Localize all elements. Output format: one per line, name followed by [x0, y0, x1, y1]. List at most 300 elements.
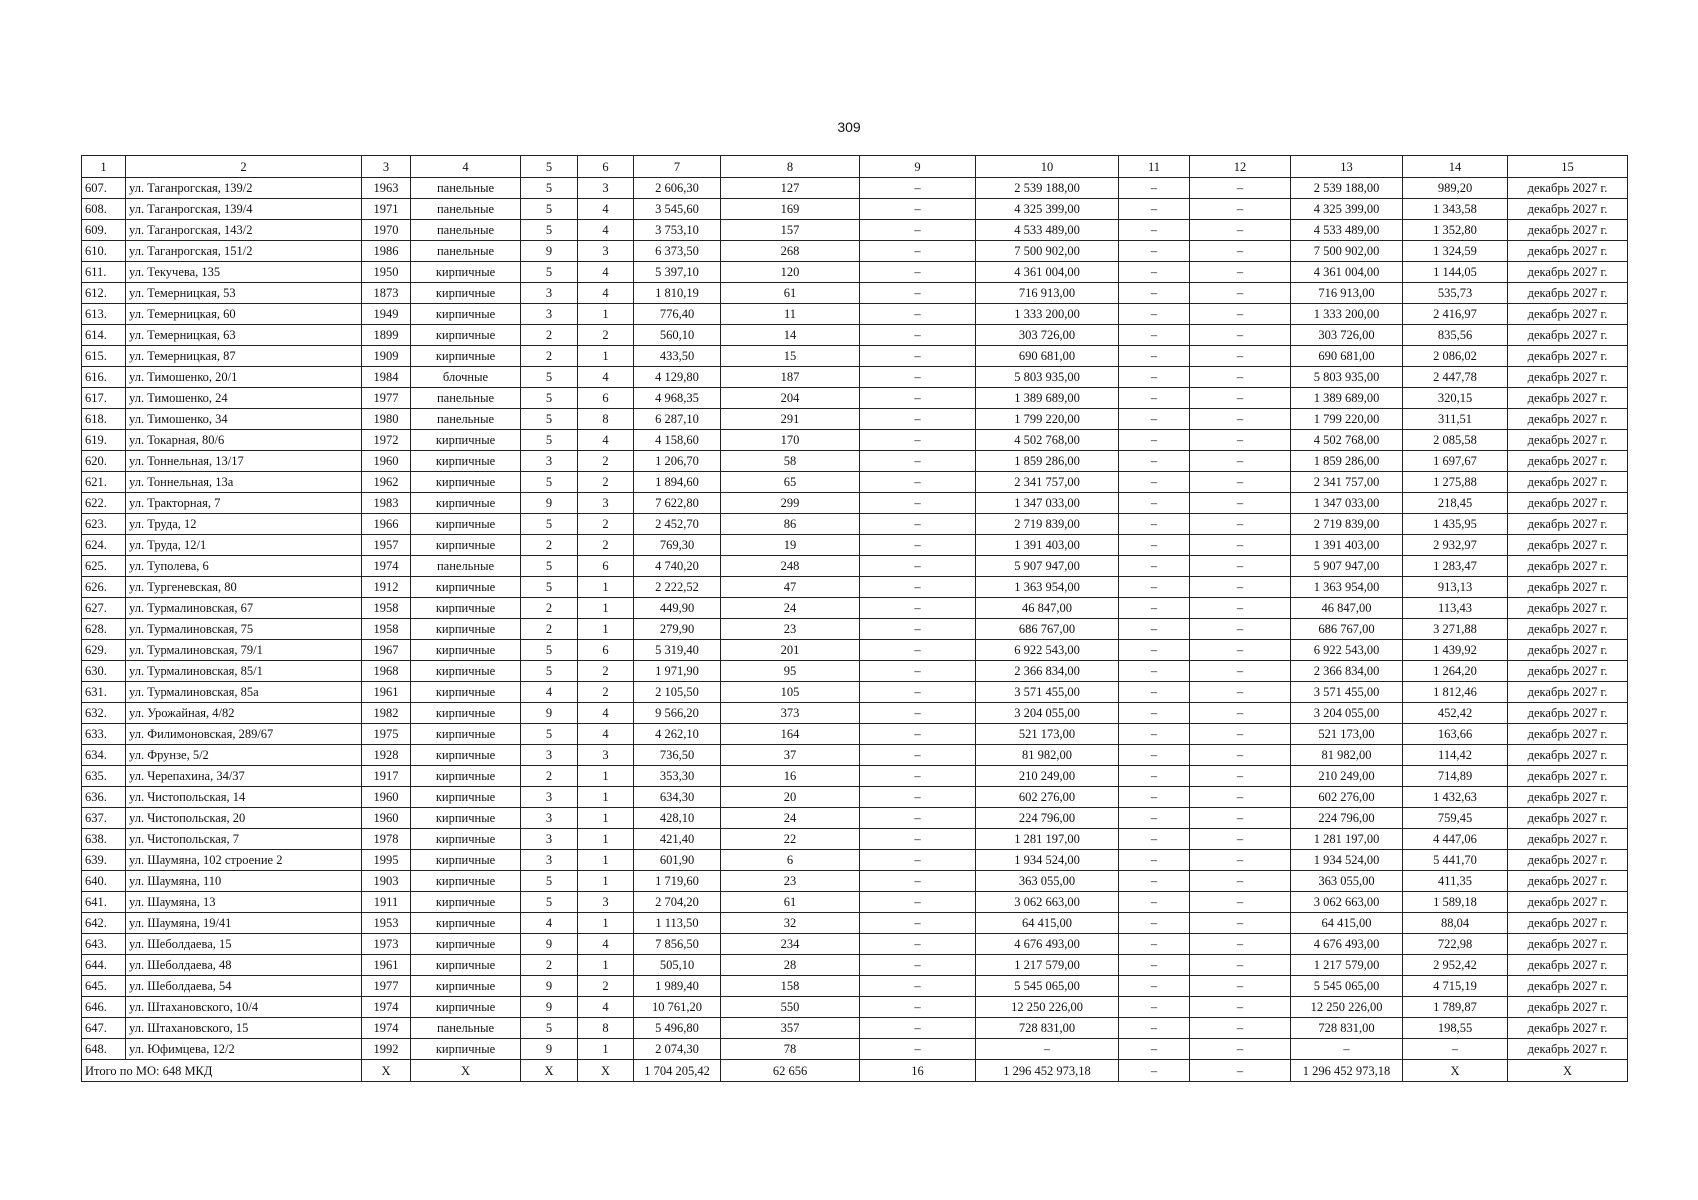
cell-col-10: 3 062 663,00 — [976, 892, 1119, 913]
cell-col-8: 15 — [721, 346, 860, 367]
cell-col-6: 1 — [578, 787, 634, 808]
cell-col-12: – — [1190, 283, 1291, 304]
cell-col-2: ул. Таганрогская, 151/2 — [126, 241, 362, 262]
cell-col-2: ул. Фрунзе, 5/2 — [126, 745, 362, 766]
cell-col-15: декабрь 2027 г. — [1508, 913, 1628, 934]
table-row — [82, 1039, 1628, 1060]
total-cell-col-13: 1 296 452 973,18 — [1291, 1060, 1403, 1082]
cell-col-4: кирпичные — [411, 262, 521, 283]
cell-col-8: 20 — [721, 787, 860, 808]
cell-col-12: – — [1190, 262, 1291, 283]
cell-col-2: ул. Темерницкая, 63 — [126, 325, 362, 346]
cell-col-14: 1 275,88 — [1403, 472, 1508, 493]
table-row — [82, 955, 1628, 976]
cell-col-7: 769,30 — [634, 535, 721, 556]
cell-col-11: – — [1119, 283, 1190, 304]
cell-col-2: ул. Шаумяна, 19/41 — [126, 913, 362, 934]
cell-col-6: 6 — [578, 640, 634, 661]
cell-col-14: 311,51 — [1403, 409, 1508, 430]
table-row — [82, 766, 1628, 787]
cell-col-5: 5 — [521, 661, 578, 682]
table-row — [82, 682, 1628, 703]
cell-col-10: 210 249,00 — [976, 766, 1119, 787]
cell-col-3: 1974 — [362, 556, 411, 577]
cell-col-11: – — [1119, 199, 1190, 220]
table-row — [82, 934, 1628, 955]
cell-col-14: 320,15 — [1403, 388, 1508, 409]
cell-col-9: – — [860, 598, 976, 619]
cell-col-14: 1 144,05 — [1403, 262, 1508, 283]
cell-col-3: 1974 — [362, 997, 411, 1018]
cell-col-2: ул. Тракторная, 7 — [126, 493, 362, 514]
cell-col-2: ул. Шаумяна, 13 — [126, 892, 362, 913]
cell-col-3: 1949 — [362, 304, 411, 325]
column-header-7: 7 — [634, 156, 721, 178]
cell-col-6: 3 — [578, 892, 634, 913]
cell-col-7: 505,10 — [634, 955, 721, 976]
cell-col-7: 1 206,70 — [634, 451, 721, 472]
column-header-6: 6 — [578, 156, 634, 178]
cell-col-13: 64 415,00 — [1291, 913, 1403, 934]
cell-col-5: 5 — [521, 892, 578, 913]
cell-col-4: кирпичные — [411, 325, 521, 346]
cell-col-13: 6 922 543,00 — [1291, 640, 1403, 661]
cell-col-5: 4 — [521, 913, 578, 934]
cell-col-14: 113,43 — [1403, 598, 1508, 619]
cell-col-13: 1 363 954,00 — [1291, 577, 1403, 598]
cell-col-15: декабрь 2027 г. — [1508, 409, 1628, 430]
cell-col-7: 353,30 — [634, 766, 721, 787]
cell-col-9: – — [860, 556, 976, 577]
cell-col-13: 7 500 902,00 — [1291, 241, 1403, 262]
cell-col-12: – — [1190, 304, 1291, 325]
cell-col-15: декабрь 2027 г. — [1508, 955, 1628, 976]
cell-col-3: 1980 — [362, 409, 411, 430]
cell-col-10: 303 726,00 — [976, 325, 1119, 346]
cell-col-3: 1917 — [362, 766, 411, 787]
cell-col-9: – — [860, 766, 976, 787]
cell-col-7: 2 074,30 — [634, 1039, 721, 1060]
cell-col-10: 4 676 493,00 — [976, 934, 1119, 955]
cell-col-5: 5 — [521, 199, 578, 220]
cell-col-4: кирпичные — [411, 514, 521, 535]
table-row — [82, 871, 1628, 892]
cell-col-10: 6 922 543,00 — [976, 640, 1119, 661]
cell-col-8: 23 — [721, 871, 860, 892]
cell-col-12: – — [1190, 514, 1291, 535]
cell-col-5: 2 — [521, 325, 578, 346]
cell-col-2: ул. Черепахина, 34/37 — [126, 766, 362, 787]
cell-col-15: декабрь 2027 г. — [1508, 724, 1628, 745]
cell-col-2: ул. Чистопольская, 7 — [126, 829, 362, 850]
cell-col-15: декабрь 2027 г. — [1508, 178, 1628, 199]
cell-col-13: 1 389 689,00 — [1291, 388, 1403, 409]
table-row — [82, 367, 1628, 388]
cell-col-3: 1903 — [362, 871, 411, 892]
cell-col-9: – — [860, 346, 976, 367]
cell-col-15: декабрь 2027 г. — [1508, 493, 1628, 514]
cell-col-4: панельные — [411, 199, 521, 220]
cell-col-12: – — [1190, 1018, 1291, 1039]
total-row — [82, 1060, 1628, 1082]
cell-col-3: 1967 — [362, 640, 411, 661]
cell-col-6: 2 — [578, 325, 634, 346]
cell-col-6: 3 — [578, 178, 634, 199]
cell-col-3: 1912 — [362, 577, 411, 598]
cell-col-13: 1 217 579,00 — [1291, 955, 1403, 976]
cell-col-2: ул. Тоннельная, 13а — [126, 472, 362, 493]
cell-col-1: 616. — [82, 367, 126, 388]
cell-col-3: 1928 — [362, 745, 411, 766]
cell-col-1: 632. — [82, 703, 126, 724]
cell-col-5: 3 — [521, 787, 578, 808]
cell-col-14: – — [1403, 1039, 1508, 1060]
cell-col-1: 609. — [82, 220, 126, 241]
cell-col-5: 9 — [521, 1039, 578, 1060]
cell-col-1: 638. — [82, 829, 126, 850]
cell-col-12: – — [1190, 556, 1291, 577]
cell-col-8: 32 — [721, 913, 860, 934]
cell-col-1: 623. — [82, 514, 126, 535]
cell-col-5: 5 — [521, 367, 578, 388]
cell-col-11: – — [1119, 451, 1190, 472]
table-row — [82, 388, 1628, 409]
cell-col-15: декабрь 2027 г. — [1508, 283, 1628, 304]
cell-col-7: 5 397,10 — [634, 262, 721, 283]
column-header-8: 8 — [721, 156, 860, 178]
table-row — [82, 598, 1628, 619]
table-row — [82, 997, 1628, 1018]
cell-col-3: 1958 — [362, 619, 411, 640]
cell-col-9: – — [860, 808, 976, 829]
cell-col-1: 631. — [82, 682, 126, 703]
cell-col-7: 10 761,20 — [634, 997, 721, 1018]
cell-col-13: 1 333 200,00 — [1291, 304, 1403, 325]
table-row — [82, 745, 1628, 766]
cell-col-4: кирпичные — [411, 493, 521, 514]
cell-col-12: – — [1190, 577, 1291, 598]
cell-col-1: 629. — [82, 640, 126, 661]
cell-col-5: 3 — [521, 850, 578, 871]
total-cell-col-14: X — [1403, 1060, 1508, 1082]
column-header-15: 15 — [1508, 156, 1628, 178]
total-cell-col-7: 1 704 205,42 — [634, 1060, 721, 1082]
cell-col-14: 2 085,58 — [1403, 430, 1508, 451]
cell-col-1: 620. — [82, 451, 126, 472]
cell-col-6: 4 — [578, 724, 634, 745]
cell-col-15: декабрь 2027 г. — [1508, 199, 1628, 220]
cell-col-14: 2 952,42 — [1403, 955, 1508, 976]
cell-col-15: декабрь 2027 г. — [1508, 703, 1628, 724]
cell-col-12: – — [1190, 745, 1291, 766]
cell-col-12: – — [1190, 472, 1291, 493]
total-cell-col-9: 16 — [860, 1060, 976, 1082]
table-row — [82, 178, 1628, 199]
cell-col-2: ул. Труда, 12/1 — [126, 535, 362, 556]
cell-col-6: 1 — [578, 808, 634, 829]
cell-col-11: – — [1119, 262, 1190, 283]
cell-col-12: – — [1190, 325, 1291, 346]
cell-col-9: – — [860, 493, 976, 514]
cell-col-12: – — [1190, 892, 1291, 913]
cell-col-10: 81 982,00 — [976, 745, 1119, 766]
cell-col-5: 9 — [521, 976, 578, 997]
cell-col-13: 5 803 935,00 — [1291, 367, 1403, 388]
cell-col-7: 2 222,52 — [634, 577, 721, 598]
cell-col-2: ул. Штахановского, 15 — [126, 1018, 362, 1039]
column-header-2: 2 — [126, 156, 362, 178]
cell-col-3: 1953 — [362, 913, 411, 934]
cell-col-14: 1 439,92 — [1403, 640, 1508, 661]
cell-col-7: 3 753,10 — [634, 220, 721, 241]
cell-col-7: 4 158,60 — [634, 430, 721, 451]
cell-col-9: – — [860, 262, 976, 283]
cell-col-11: – — [1119, 745, 1190, 766]
cell-col-3: 1968 — [362, 661, 411, 682]
cell-col-6: 8 — [578, 409, 634, 430]
cell-col-7: 3 545,60 — [634, 199, 721, 220]
cell-col-15: декабрь 2027 г. — [1508, 346, 1628, 367]
cell-col-15: декабрь 2027 г. — [1508, 892, 1628, 913]
cell-col-15: декабрь 2027 г. — [1508, 661, 1628, 682]
cell-col-13: 2 719 839,00 — [1291, 514, 1403, 535]
cell-col-13: 2 341 757,00 — [1291, 472, 1403, 493]
cell-col-12: – — [1190, 808, 1291, 829]
cell-col-4: панельные — [411, 1018, 521, 1039]
cell-col-8: 78 — [721, 1039, 860, 1060]
total-cell-col-8: 62 656 — [721, 1060, 860, 1082]
cell-col-15: декабрь 2027 г. — [1508, 451, 1628, 472]
cell-col-2: ул. Турмалиновская, 85/1 — [126, 661, 362, 682]
cell-col-11: – — [1119, 871, 1190, 892]
cell-col-10: 224 796,00 — [976, 808, 1119, 829]
cell-col-14: 1 343,58 — [1403, 199, 1508, 220]
cell-col-4: панельные — [411, 556, 521, 577]
cell-col-9: – — [860, 913, 976, 934]
table-row — [82, 577, 1628, 598]
cell-col-15: декабрь 2027 г. — [1508, 1018, 1628, 1039]
cell-col-11: – — [1119, 1018, 1190, 1039]
cell-col-9: – — [860, 871, 976, 892]
cell-col-6: 4 — [578, 703, 634, 724]
table-row — [82, 199, 1628, 220]
cell-col-4: кирпичные — [411, 1039, 521, 1060]
cell-col-5: 5 — [521, 577, 578, 598]
cell-col-3: 1899 — [362, 325, 411, 346]
cell-col-5: 5 — [521, 556, 578, 577]
cell-col-2: ул. Темерницкая, 60 — [126, 304, 362, 325]
cell-col-13: 4 502 768,00 — [1291, 430, 1403, 451]
cell-col-11: – — [1119, 325, 1190, 346]
cell-col-8: 127 — [721, 178, 860, 199]
cell-col-7: 421,40 — [634, 829, 721, 850]
cell-col-3: 1983 — [362, 493, 411, 514]
cell-col-5: 2 — [521, 955, 578, 976]
cell-col-14: 198,55 — [1403, 1018, 1508, 1039]
cell-col-10: 1 934 524,00 — [976, 850, 1119, 871]
table-row — [82, 283, 1628, 304]
cell-col-11: – — [1119, 850, 1190, 871]
cell-col-13: 5 907 947,00 — [1291, 556, 1403, 577]
cell-col-11: – — [1119, 913, 1190, 934]
cell-col-11: – — [1119, 1039, 1190, 1060]
cell-col-8: 61 — [721, 283, 860, 304]
cell-col-15: декабрь 2027 г. — [1508, 850, 1628, 871]
cell-col-13: 4 361 004,00 — [1291, 262, 1403, 283]
cell-col-15: декабрь 2027 г. — [1508, 325, 1628, 346]
cell-col-4: панельные — [411, 241, 521, 262]
cell-col-1: 645. — [82, 976, 126, 997]
cell-col-15: декабрь 2027 г. — [1508, 262, 1628, 283]
cell-col-15: декабрь 2027 г. — [1508, 871, 1628, 892]
cell-col-2: ул. Турмалиновская, 79/1 — [126, 640, 362, 661]
cell-col-1: 612. — [82, 283, 126, 304]
table-row — [82, 325, 1628, 346]
cell-col-5: 5 — [521, 178, 578, 199]
cell-col-8: 105 — [721, 682, 860, 703]
cell-col-7: 4 968,35 — [634, 388, 721, 409]
cell-col-8: 550 — [721, 997, 860, 1018]
cell-col-7: 4 129,80 — [634, 367, 721, 388]
cell-col-5: 9 — [521, 241, 578, 262]
cell-col-2: ул. Труда, 12 — [126, 514, 362, 535]
cell-col-2: ул. Тимошенко, 34 — [126, 409, 362, 430]
cell-col-8: 158 — [721, 976, 860, 997]
cell-col-11: – — [1119, 241, 1190, 262]
cell-col-6: 4 — [578, 367, 634, 388]
cell-col-9: – — [860, 577, 976, 598]
cell-col-12: – — [1190, 409, 1291, 430]
cell-col-4: кирпичные — [411, 808, 521, 829]
cell-col-4: панельные — [411, 409, 521, 430]
cell-col-11: – — [1119, 787, 1190, 808]
cell-col-6: 3 — [578, 493, 634, 514]
cell-col-3: 1973 — [362, 934, 411, 955]
cell-col-6: 1 — [578, 619, 634, 640]
total-cell-col-12: – — [1190, 1060, 1291, 1082]
cell-col-14: 1 789,87 — [1403, 997, 1508, 1018]
table-row — [82, 619, 1628, 640]
housing-table — [81, 155, 1628, 1082]
cell-col-6: 4 — [578, 997, 634, 1018]
cell-col-4: кирпичные — [411, 913, 521, 934]
cell-col-7: 776,40 — [634, 304, 721, 325]
cell-col-14: 411,35 — [1403, 871, 1508, 892]
cell-col-10: 2 719 839,00 — [976, 514, 1119, 535]
cell-col-13: 716 913,00 — [1291, 283, 1403, 304]
cell-col-4: кирпичные — [411, 955, 521, 976]
cell-col-1: 615. — [82, 346, 126, 367]
cell-col-13: 303 726,00 — [1291, 325, 1403, 346]
cell-col-9: – — [860, 661, 976, 682]
cell-col-3: 1992 — [362, 1039, 411, 1060]
cell-col-3: 1984 — [362, 367, 411, 388]
cell-col-1: 627. — [82, 598, 126, 619]
cell-col-8: 164 — [721, 724, 860, 745]
cell-col-11: – — [1119, 955, 1190, 976]
cell-col-1: 607. — [82, 178, 126, 199]
total-cell-col-11: – — [1119, 1060, 1190, 1082]
cell-col-13: 46 847,00 — [1291, 598, 1403, 619]
cell-col-8: 357 — [721, 1018, 860, 1039]
cell-col-12: – — [1190, 220, 1291, 241]
cell-col-6: 1 — [578, 829, 634, 850]
cell-col-14: 535,73 — [1403, 283, 1508, 304]
table-row — [82, 661, 1628, 682]
cell-col-1: 613. — [82, 304, 126, 325]
cell-col-15: декабрь 2027 г. — [1508, 367, 1628, 388]
total-cell-col-5: X — [521, 1060, 578, 1082]
cell-col-6: 1 — [578, 871, 634, 892]
cell-col-2: ул. Тургеневская, 80 — [126, 577, 362, 598]
cell-col-6: 1 — [578, 850, 634, 871]
cell-col-7: 1 719,60 — [634, 871, 721, 892]
cell-col-7: 2 606,30 — [634, 178, 721, 199]
cell-col-9: – — [860, 724, 976, 745]
cell-col-12: – — [1190, 850, 1291, 871]
cell-col-13: 1 859 286,00 — [1291, 451, 1403, 472]
cell-col-1: 611. — [82, 262, 126, 283]
cell-col-13: 2 366 834,00 — [1291, 661, 1403, 682]
table-row — [82, 703, 1628, 724]
cell-col-3: 1977 — [362, 976, 411, 997]
cell-col-11: – — [1119, 682, 1190, 703]
cell-col-12: – — [1190, 535, 1291, 556]
cell-col-10: 4 325 399,00 — [976, 199, 1119, 220]
cell-col-13: 210 249,00 — [1291, 766, 1403, 787]
cell-col-2: ул. Турмалиновская, 85а — [126, 682, 362, 703]
cell-col-10: 1 333 200,00 — [976, 304, 1119, 325]
cell-col-11: – — [1119, 514, 1190, 535]
cell-col-15: декабрь 2027 г. — [1508, 598, 1628, 619]
cell-col-1: 610. — [82, 241, 126, 262]
cell-col-3: 1962 — [362, 472, 411, 493]
table-row — [82, 913, 1628, 934]
cell-col-15: декабрь 2027 г. — [1508, 388, 1628, 409]
cell-col-7: 428,10 — [634, 808, 721, 829]
cell-col-7: 1 810,19 — [634, 283, 721, 304]
cell-col-14: 1 283,47 — [1403, 556, 1508, 577]
cell-col-2: ул. Темерницкая, 87 — [126, 346, 362, 367]
cell-col-7: 6 373,50 — [634, 241, 721, 262]
cell-col-10: 521 173,00 — [976, 724, 1119, 745]
cell-col-12: – — [1190, 430, 1291, 451]
cell-col-9: – — [860, 787, 976, 808]
table-row — [82, 640, 1628, 661]
cell-col-12: – — [1190, 682, 1291, 703]
cell-col-14: 3 271,88 — [1403, 619, 1508, 640]
total-cell-col-4: X — [411, 1060, 521, 1082]
cell-col-12: – — [1190, 913, 1291, 934]
cell-col-11: – — [1119, 304, 1190, 325]
cell-col-13: 224 796,00 — [1291, 808, 1403, 829]
cell-col-4: кирпичные — [411, 997, 521, 1018]
cell-col-10: 686 767,00 — [976, 619, 1119, 640]
cell-col-10: 5 907 947,00 — [976, 556, 1119, 577]
cell-col-10: 1 389 689,00 — [976, 388, 1119, 409]
cell-col-10: 5 803 935,00 — [976, 367, 1119, 388]
column-header-5: 5 — [521, 156, 578, 178]
cell-col-12: – — [1190, 724, 1291, 745]
cell-col-7: 5 496,80 — [634, 1018, 721, 1039]
cell-col-5: 5 — [521, 472, 578, 493]
cell-col-8: 11 — [721, 304, 860, 325]
cell-col-11: – — [1119, 409, 1190, 430]
cell-col-11: – — [1119, 934, 1190, 955]
cell-col-5: 5 — [521, 1018, 578, 1039]
cell-col-10: 728 831,00 — [976, 1018, 1119, 1039]
cell-col-4: панельные — [411, 388, 521, 409]
